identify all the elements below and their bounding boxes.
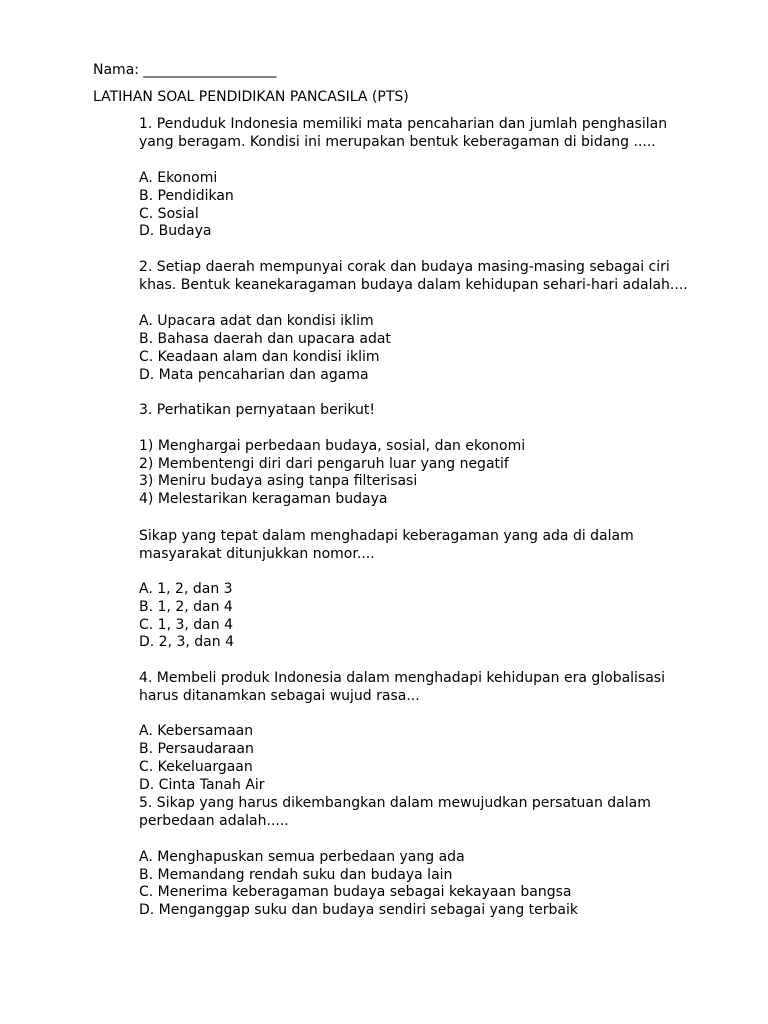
answer-option: B. Pendidikan [139,188,234,204]
question-prompt-line: masyarakat ditunjukkan nomor.... [139,546,375,562]
question-text-line: 5. Sikap yang harus dikembangkan dalam mewujudkan persatuan dalam [139,795,651,811]
question-text-line: 3. Perhatikan pernyataan berikut! [139,402,375,418]
answer-option: A. Ekonomi [139,170,218,186]
question-text-line: perbedaan adalah..... [139,813,289,829]
answer-option: C. Kekeluargaan [139,759,253,775]
answer-option: A. 1, 2, dan 3 [139,581,233,597]
answer-option: C. Sosial [139,206,199,222]
answer-option: B. Persaudaraan [139,741,254,757]
question-text-line: yang beragam. Kondisi ini merupakan bentuk keberagaman di bidang ..... [139,134,656,150]
statement-item: 4) Melestarikan keragaman budaya [139,491,388,507]
answer-option: B. 1, 2, dan 4 [139,599,233,615]
answer-option: B. Bahasa daerah dan upacara adat [139,331,391,347]
answer-option: A. Upacara adat dan kondisi iklim [139,313,374,329]
answer-option: C. Keadaan alam dan kondisi iklim [139,349,380,365]
answer-option: A. Menghapuskan semua perbedaan yang ada [139,849,465,865]
statement-item: 2) Membentengi diri dari pengaruh luar yang negatif [139,456,509,472]
statement-item: 3) Meniru budaya asing tanpa filterisasi [139,473,418,489]
question-text-line: 1. Penduduk Indonesia memiliki mata pencaharian dan jumlah penghasilan [139,116,668,132]
answer-option: D. Menganggap suku dan budaya sendiri sebagai yang terbaik [139,902,578,918]
answer-option: A. Kebersamaan [139,723,254,739]
question-text-line: khas. Bentuk keanekaragaman budaya dalam kehidupan sehari-hari adalah.... [139,277,688,293]
answer-option: D. Budaya [139,223,212,239]
name-line: Nama: ___________________ [93,62,277,78]
answer-option: D. Cinta Tanah Air [139,777,265,793]
answer-option: C. Menerima keberagaman budaya sebagai kekayaan bangsa [139,884,572,900]
answer-option: D. 2, 3, dan 4 [139,634,234,650]
document-title: LATIHAN SOAL PENDIDIKAN PANCASILA (PTS) [93,89,409,105]
question-text-line: harus ditanamkan sebagai wujud rasa... [139,688,420,704]
question-text-line: 4. Membeli produk Indonesia dalam menghadapi kehidupan era globalisasi [139,670,665,686]
answer-option: B. Memandang rendah suku dan budaya lain [139,867,453,883]
answer-option: D. Mata pencaharian dan agama [139,367,369,383]
question-text-line: 2. Setiap daerah mempunyai corak dan budaya masing-masing sebagai ciri [139,259,670,275]
question-prompt-line: Sikap yang tepat dalam menghadapi keberagaman yang ada di dalam [139,528,634,544]
statement-item: 1) Menghargai perbedaan budaya, sosial, dan ekonomi [139,438,526,454]
answer-option: C. 1, 3, dan 4 [139,617,233,633]
